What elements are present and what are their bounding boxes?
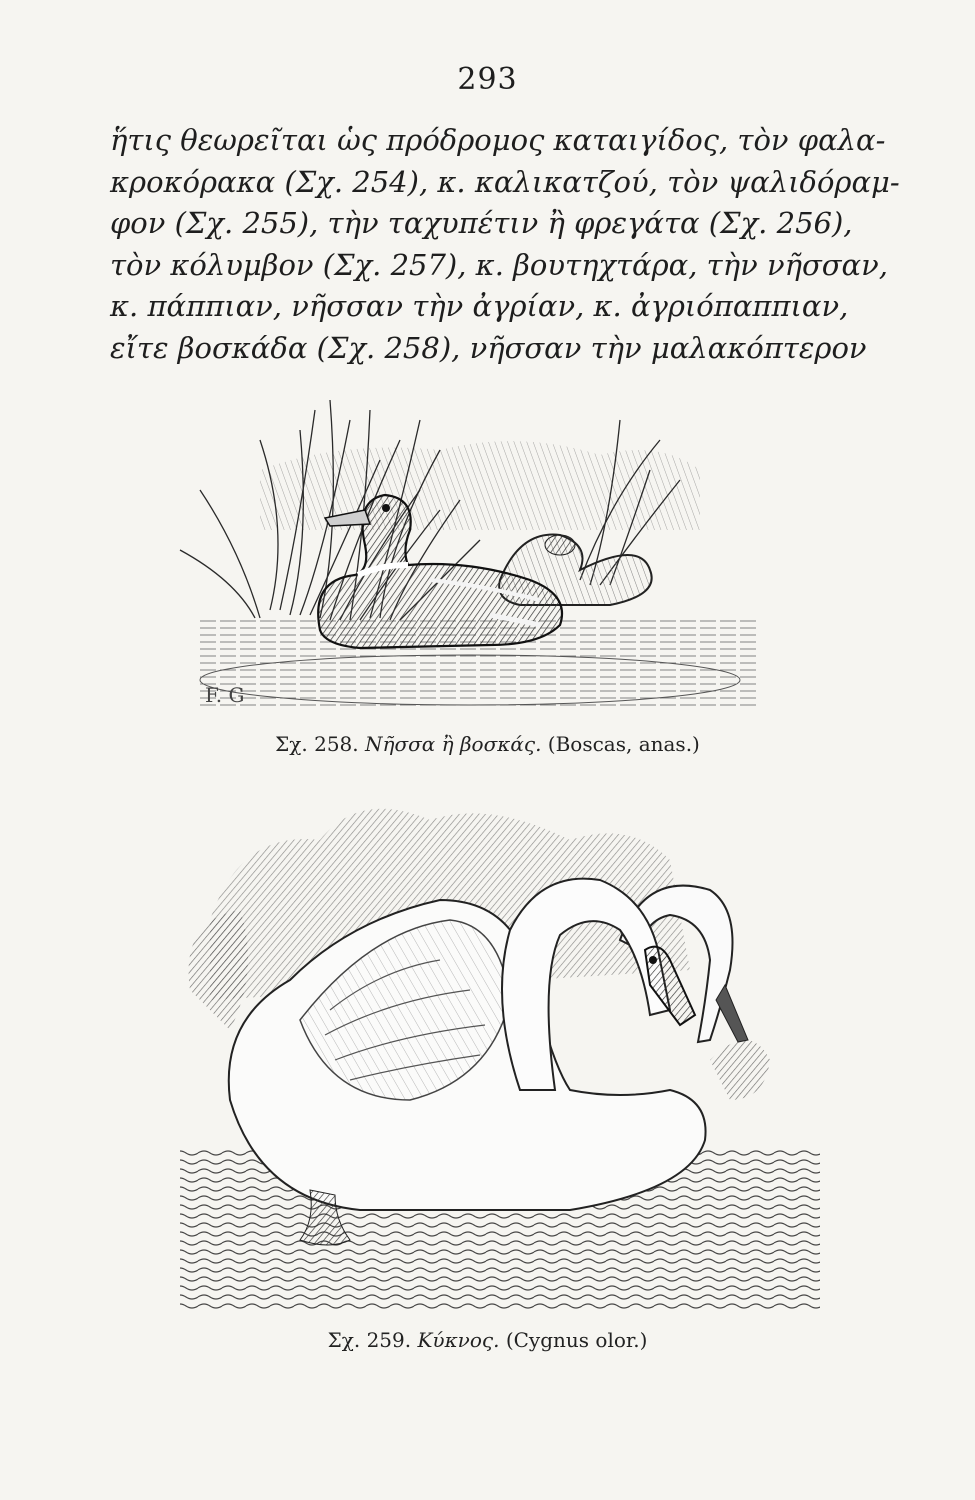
text-line: τὸν κόλυμβον (Σχ. 257), κ. βουτηχτάρα, τὴν νῆσσαν, xyxy=(110,247,888,282)
swan-engraving-icon xyxy=(150,770,850,1330)
caption-number: Σχ. 258. xyxy=(275,732,359,756)
duck-engraving-icon xyxy=(140,380,860,740)
text-line: κροκόρακα (Σχ. 254), κ. καλικατζού, τὸν ψαλιδόραμ- xyxy=(110,164,900,199)
swan-illustration xyxy=(150,770,850,1330)
text-line: εἴτε βοσκάδα (Σχ. 258), νῆσσαν τὴν μαλακόπτερον xyxy=(110,330,867,365)
caption-number: Σχ. 259. xyxy=(327,1328,412,1352)
figure-caption-258 xyxy=(0,732,975,756)
body-paragraph xyxy=(110,120,900,369)
text-line: κ. πάππιαν, νῆσσαν τὴν ἀγρίαν, κ. ἀγριόπαππιαν, xyxy=(110,289,849,323)
engraver-signature: F. G xyxy=(205,683,245,707)
caption-greek: Νῆσσα ἢ βοσκάς. xyxy=(365,732,542,756)
page-number: 293 xyxy=(457,62,518,97)
duck-illustration xyxy=(140,380,860,740)
text-line: ἥτις θεωρεῖται ὡς πρόδρομος καταιγίδος, τὸν φαλα- xyxy=(110,123,886,157)
caption-latin: (Boscas, anas.) xyxy=(547,732,700,756)
figure-caption-259 xyxy=(0,1328,975,1352)
text-line: φον (Σχ. 255), τὴν ταχυπέτιν ἢ φρεγάτα (Σχ. 256), xyxy=(110,206,853,240)
caption-latin: (Cygnus olor.) xyxy=(505,1328,648,1352)
caption-greek: Κύκνος. xyxy=(417,1328,500,1352)
